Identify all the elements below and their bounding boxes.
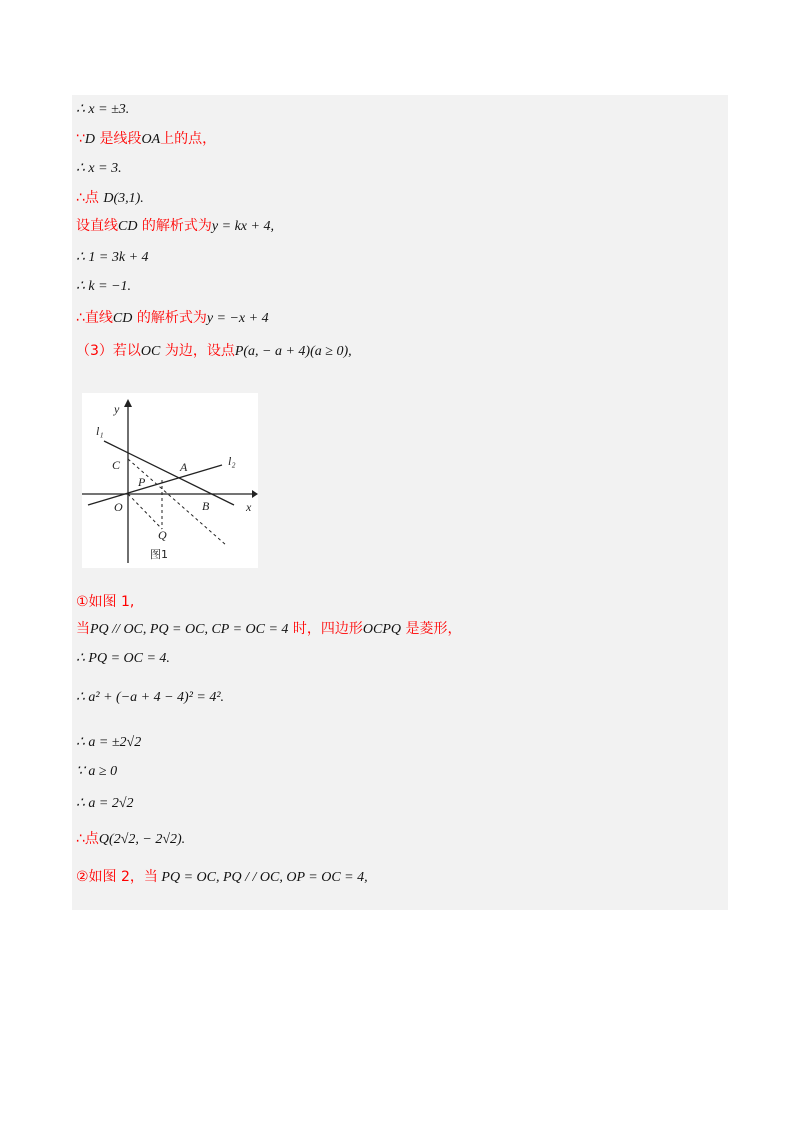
solution-line-9-part-2: OC [140, 344, 161, 359]
solution-line-8-part-3: 的解析式为 [132, 310, 207, 326]
solution-line-12-part-1: ∴ PQ = OC = 4. [76, 651, 170, 666]
solution-line-16 [76, 792, 134, 814]
solution-line-5 [76, 215, 274, 237]
solution-line-11-part-4: OCPQ [362, 622, 402, 637]
solution-line-6 [76, 246, 149, 268]
solution-line-2-part-2: D [84, 132, 96, 147]
solution-line-5-part-4: y = kx + 4, [211, 219, 274, 234]
solution-line-7-part-1: ∴ k = −1. [76, 279, 132, 294]
label-x: x [246, 500, 252, 514]
solution-line-18 [76, 866, 368, 888]
dashed-cq [128, 459, 226, 545]
solution-line-11-part-5: 是菱形， [401, 621, 462, 637]
solution-line-11 [76, 618, 461, 640]
x-axis-arrow [252, 490, 258, 498]
label-p: P [138, 475, 146, 489]
solution-line-10 [76, 591, 134, 612]
solution-line-5-part-2: CD [118, 219, 138, 234]
solution-line-2-part-4: OA [141, 132, 161, 147]
label-l1: l₁ [96, 424, 104, 438]
solution-line-11-part-1: 当 [76, 621, 90, 637]
solution-line-8-part-4: y = −x + 4 [206, 311, 269, 326]
solution-line-2-part-3: 是线段 [95, 131, 142, 147]
solution-line-3-part-1: ∴ x = 3. [76, 161, 122, 176]
label-q: Q [158, 528, 167, 542]
solution-line-11-part-2: PQ // OC, PQ = OC, CP = OC = 4 [90, 622, 289, 637]
solution-line-14-part-1: ∴ a = ±2√2 [76, 735, 142, 750]
solution-line-1-part-1: ∴ x = ±3. [76, 102, 130, 117]
label-c: C [112, 458, 121, 472]
solution-line-8 [76, 307, 269, 329]
figure-1-graph [82, 393, 258, 568]
figure-caption: 图1 [150, 548, 168, 561]
solution-line-5-part-1: 设直线 [76, 218, 118, 234]
solution-line-4-part-1: ∴点 [76, 190, 104, 206]
solution-line-8-part-1: ∴直线 [76, 310, 113, 326]
solution-line-2-part-1: ∵ [76, 131, 85, 147]
solution-line-6-part-1: ∴ 1 = 3k + 4 [76, 250, 149, 265]
solution-line-1 [76, 98, 129, 120]
solution-line-10-part-1: ①如图 1, [76, 594, 135, 610]
solution-line-5-part-3: 的解析式为 [137, 218, 212, 234]
label-y: y [114, 402, 120, 416]
label-o: O [114, 500, 123, 514]
solution-line-17-part-1: ∴点 [76, 831, 99, 847]
solution-line-15-part-1: ∵ a ≥ 0 [76, 764, 118, 779]
solution-line-7 [76, 275, 131, 297]
figure-1 [82, 393, 258, 568]
solution-line-12 [76, 647, 170, 669]
solution-line-18-part-1: ②如图 2，当 [76, 869, 158, 885]
label-l2: l₂ [228, 454, 236, 468]
solution-line-8-part-2: CD [112, 311, 133, 326]
solution-line-15 [76, 760, 117, 782]
solution-line-2-part-5: 上的点， [160, 131, 217, 147]
solution-line-17 [76, 828, 185, 850]
label-b: B [202, 499, 210, 513]
solution-line-13 [76, 686, 224, 708]
solution-line-16-part-1: ∴ a = 2√2 [76, 796, 134, 811]
solution-line-9-part-4: P(a, − a + 4)(a ≥ 0), [234, 344, 352, 359]
solution-line-17-part-2: Q(2√2, − 2√2). [98, 832, 186, 847]
y-axis-arrow [124, 399, 132, 407]
solution-line-3 [76, 157, 122, 179]
solution-line-14 [76, 731, 141, 753]
solution-line-11-part-3: 时，四边形 [288, 621, 363, 637]
solution-line-13-part-1: ∴ a² + (−a + 4 − 4)² = 4². [76, 690, 225, 705]
solution-line-4-part-2: D(3,1). [103, 191, 144, 206]
solution-line-4 [76, 187, 144, 209]
solution-line-9-part-3: 为边，设点 [160, 343, 235, 359]
solution-line-9-part-1: （3）若以 [76, 343, 141, 359]
solution-line-2 [76, 128, 216, 150]
solution-line-18-part-2: PQ = OC, PQ / / OC, OP = OC = 4, [157, 870, 368, 885]
dashed-oq [128, 494, 162, 529]
solution-line-9 [76, 340, 352, 362]
label-a: A [180, 460, 188, 474]
